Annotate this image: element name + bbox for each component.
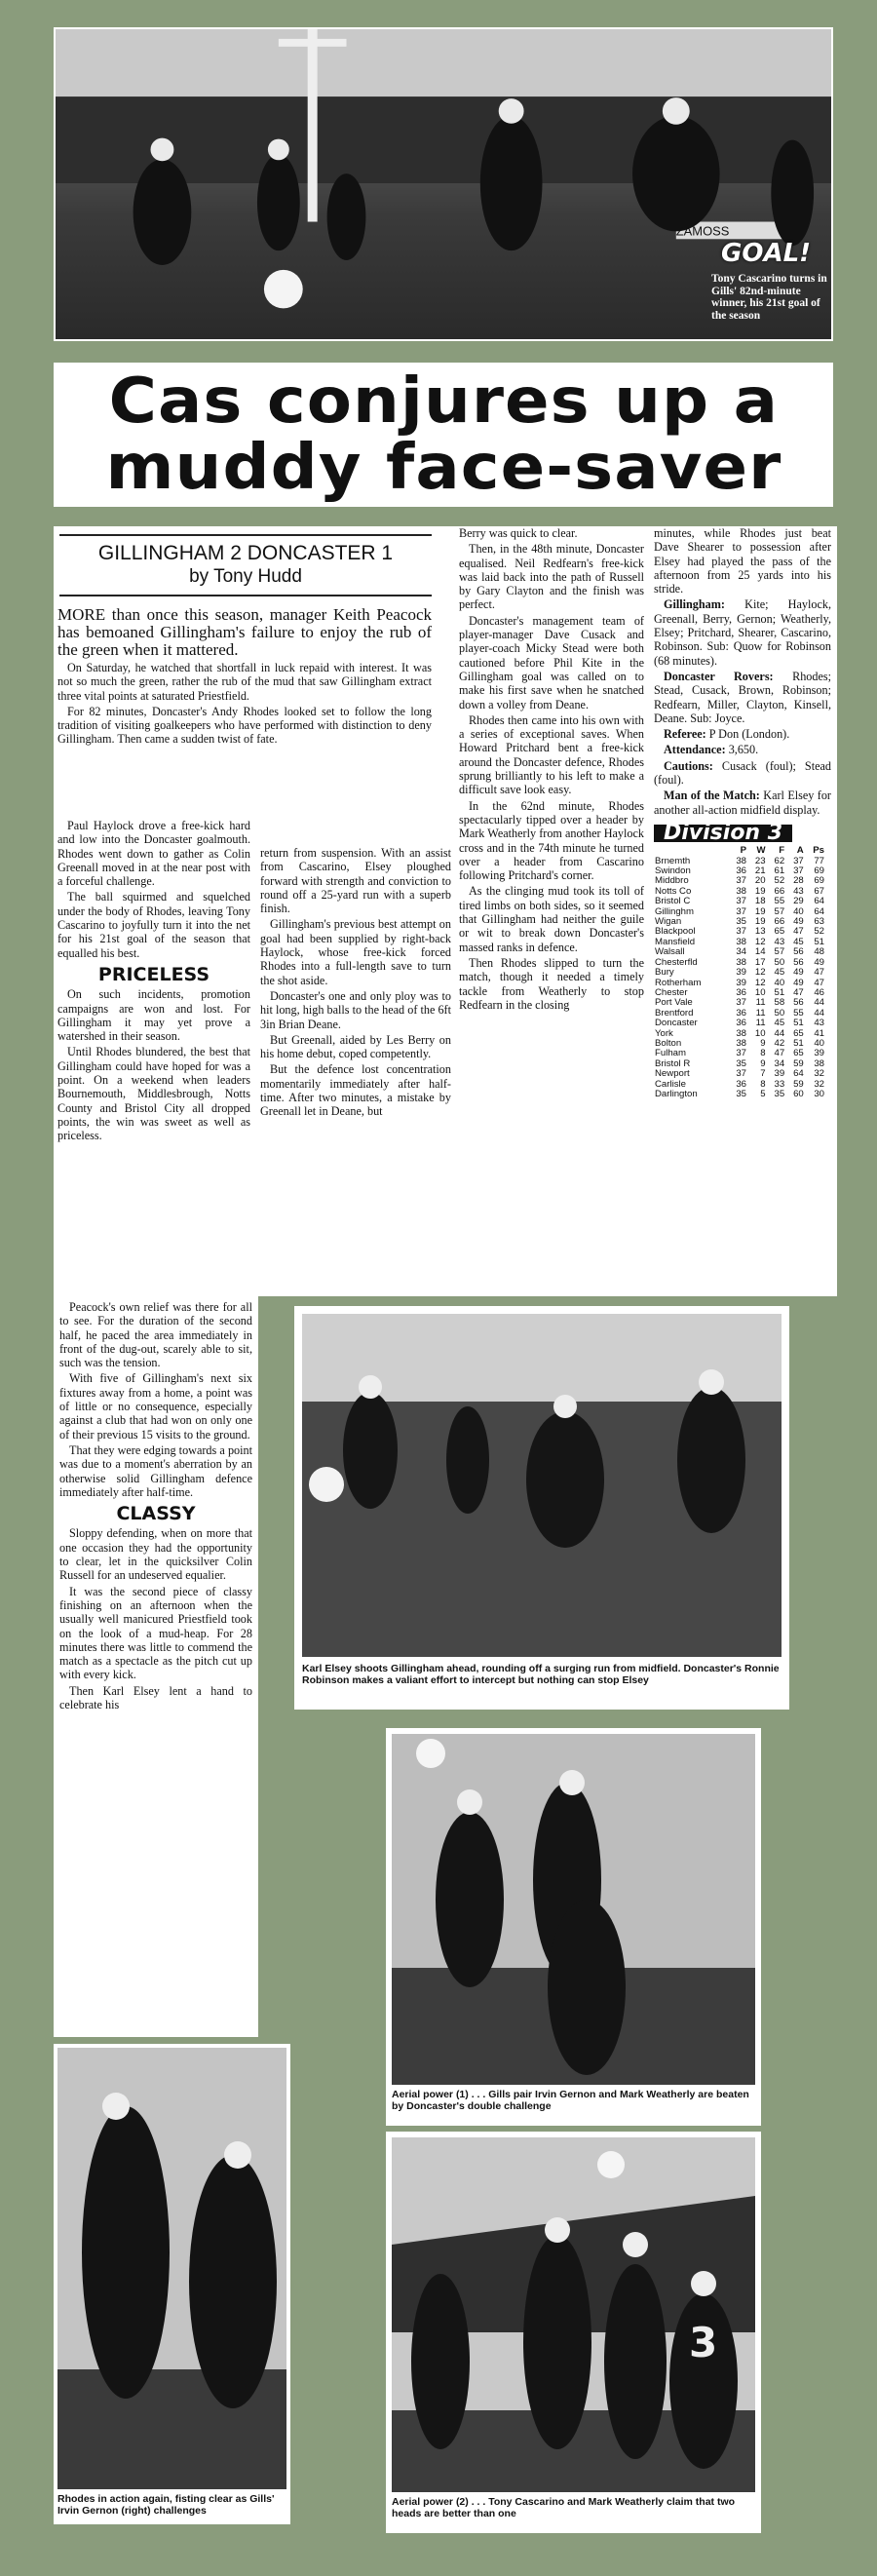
league-stat: 19: [754, 905, 766, 917]
league-stat: 13: [754, 926, 766, 938]
elsey-photo: [302, 1314, 782, 1657]
league-team-name: Port Vale: [655, 997, 693, 1009]
league-stat: 39: [774, 1068, 785, 1080]
league-stat: 12: [754, 936, 766, 947]
league-stat: 65: [793, 1048, 804, 1059]
league-stat: 23: [754, 855, 766, 866]
league-stat: 42: [774, 1037, 785, 1049]
league-stat: 43: [793, 885, 804, 897]
league-stat: 14: [754, 946, 766, 958]
league-stat: 20: [754, 875, 766, 887]
league-stat: 64: [793, 1068, 804, 1080]
league-stat: 9: [760, 1037, 766, 1049]
league-stat: 36: [736, 865, 746, 877]
league-stat: 36: [736, 986, 746, 998]
team-doncaster: [654, 670, 831, 725]
league-stat: 37: [736, 875, 746, 887]
league-team-name: Brentford: [655, 1007, 694, 1019]
league-stat: 45: [774, 967, 785, 979]
league-row: [654, 1019, 825, 1028]
motm-value: Karl Elsey for another all-action midfield display.: [654, 788, 831, 817]
league-stat: 11: [755, 1018, 766, 1029]
league-stat: 66: [774, 916, 785, 928]
league-stat: 38: [736, 956, 746, 968]
paragraph: But the defence lost concentration momentarily immediately after half-time. After two minutes, a mistake by Greenall let in Deane, but: [260, 1062, 451, 1119]
league-stat: 17: [754, 956, 766, 968]
paragraph: Paul Haylock drove a free-kick hard and low into the Doncaster goalmouth. Rhodes went down to gather as Colin Greenall moved in at the near post with a forceful challenge.: [57, 819, 250, 889]
league-stat: 44: [774, 1027, 785, 1039]
league-team-name: Darlington: [655, 1088, 698, 1099]
league-stat: 45: [774, 1018, 785, 1029]
aerial-2-photo-panel: [386, 2132, 761, 2533]
team-gillingham: [654, 597, 831, 667]
league-stat: 9: [760, 1057, 766, 1069]
league-stat: 19: [754, 916, 766, 928]
league-stat: 34: [736, 946, 746, 958]
paragraph: As the clinging mud took its toll of tired limbs on both sides, so it seemed that Gillingham had neither the guile or wit to break down Doncaster's massed ranks in defence.: [459, 884, 644, 954]
league-team-name: Newport: [655, 1068, 690, 1080]
league-stat: 47: [814, 977, 824, 988]
league-stat: 77: [814, 855, 824, 866]
league-stat: 10: [754, 986, 766, 998]
column-1-continuation: [54, 1296, 258, 2037]
league-table: [654, 846, 825, 1099]
league-stat: 32: [814, 1068, 824, 1080]
league-stat: 38: [736, 1027, 746, 1039]
author-byline: by Tony Hudd: [189, 566, 302, 587]
referee-label: Referee:: [664, 727, 706, 742]
league-stat: 52: [774, 875, 785, 887]
paragraph: On such incidents, promotion campaigns are won and lost. For Gillingham it may yet prove a watershed in their season.: [57, 987, 250, 1044]
paragraph: That they were edging towards a point was due to a moment's aberration by an otherwise solid Gillingham defence immediately after half-time.: [59, 1442, 252, 1499]
league-stat: 7: [760, 1068, 766, 1080]
aerial-1-caption: Aerial power (1) . . . Gills pair Irvin Gernon and Mark Weatherly are beaten by Doncaster's double challenge: [392, 2089, 749, 2112]
league-stat: 19: [754, 885, 766, 897]
league-stat: 51: [793, 1018, 804, 1029]
league-stat: 65: [793, 1027, 804, 1039]
league-stat: 37: [736, 1048, 746, 1059]
league-stat: 30: [814, 1088, 824, 1099]
league-stat: 41: [814, 1027, 824, 1039]
league-header-cell: F: [779, 845, 785, 857]
league-stat: 37: [736, 1068, 746, 1080]
rhodes-photo-panel: [54, 2044, 290, 2524]
league-stat: 48: [814, 946, 824, 958]
league-team-name: Wigan: [655, 916, 682, 928]
paragraph: But Greenall, aided by Les Berry on his home debut, coped competently.: [260, 1032, 451, 1061]
league-stat: 58: [774, 997, 785, 1009]
league-stat: 56: [793, 997, 804, 1009]
league-stat: 56: [793, 956, 804, 968]
league-team-name: Middbro: [655, 875, 689, 887]
league-stat: 64: [814, 905, 824, 917]
league-team-name: Bristol R: [655, 1057, 691, 1069]
league-stat: 18: [754, 896, 766, 907]
column-2: [256, 846, 455, 1121]
attendance-label: Attendance:: [664, 743, 726, 757]
paragraph: With five of Gillingham's next six fixtures away from a home, a point was of little or no consequence, especially against a club that had won on only one of their previous 15 visits to the ground.: [59, 1371, 252, 1442]
league-stat: 39: [736, 977, 746, 988]
league-stat: 40: [793, 905, 804, 917]
league-stat: 63: [814, 916, 824, 928]
paragraph: Then, in the 48th minute, Doncaster equalised. Neil Redfearn's free-kick was laid back into the path of Russell by Gary Clayton and the finish was perfect.: [459, 542, 644, 612]
subheading-classy: CLASSY: [116, 1503, 196, 1525]
league-team-name: Fulham: [655, 1048, 686, 1059]
rhodes-photo: [57, 2048, 286, 2489]
aerial-1-photo-panel: [386, 1728, 761, 2126]
league-stat: 47: [793, 986, 804, 998]
subheading-priceless: PRICELESS: [97, 963, 210, 985]
league-team-name: Mansfield: [655, 936, 696, 947]
league-stat: 10: [754, 1027, 766, 1039]
league-stat: 8: [760, 1048, 766, 1059]
league-stat: 32: [814, 1078, 824, 1090]
league-stat: 47: [814, 967, 824, 979]
league-stat: 35: [736, 916, 746, 928]
column-3: [455, 526, 648, 1014]
column-1: [54, 526, 445, 749]
league-stat: 45: [793, 936, 804, 947]
league-stat: 47: [774, 1048, 785, 1059]
column-4: [650, 526, 835, 1099]
paragraph: return from suspension. With an assist from Cascarino, Elsey ploughed forward with strength and conviction to round off a 25-yard run with a superb finish.: [260, 846, 451, 916]
league-stat: 65: [774, 926, 785, 938]
league-header-cell: P: [740, 845, 746, 857]
goal-badge: GOAL!: [721, 239, 811, 268]
league-stat: 62: [774, 855, 785, 866]
league-stat: 38: [736, 1037, 746, 1049]
league-stat: 38: [736, 885, 746, 897]
team-list: Rhodes; Stead, Cusack, Brown, Robinson; Redfearn, Miller, Clayton, Kinsell, Deane. Sub: Joyce.: [654, 669, 832, 725]
league-stat: 36: [736, 1018, 746, 1029]
aerial-1-photo: [392, 1734, 755, 2085]
league-stat: 43: [774, 936, 785, 947]
league-stat: 37: [793, 865, 804, 877]
paragraph: Doncaster's one and only ploy was to hit long, high balls to the head of the 6ft 3in Brian Deane.: [260, 988, 451, 1031]
league-stat: 43: [814, 1018, 824, 1029]
league-header-cell: W: [756, 845, 766, 857]
cautions-label: Cautions:: [664, 758, 713, 773]
league-stat: 51: [793, 1037, 804, 1049]
league-stat: 38: [814, 1057, 824, 1069]
referee: [654, 727, 831, 741]
league-stat: 34: [774, 1057, 785, 1069]
league-stat: 46: [814, 986, 824, 998]
league-stat: 66: [774, 885, 785, 897]
league-stat: 57: [774, 946, 785, 958]
league-stat: 44: [814, 1007, 824, 1019]
headline-line-1: Cas conjures up a: [108, 365, 779, 438]
league-stat: 40: [814, 1037, 824, 1049]
division-3-title: Division 3: [654, 825, 792, 842]
league-team-name: Notts Co: [655, 885, 692, 897]
league-stat: 39: [736, 967, 746, 979]
league-stat: 37: [793, 855, 804, 866]
team-list: Kite; Haylock, Greenall, Berry, Gernon; Weatherly, Elsey; Pritchard, Shearer, Cascarino, Robinson. Sub: Quow for Robinson (68 minutes).: [654, 597, 831, 668]
league-stat: 38: [736, 936, 746, 947]
league-stat: 40: [774, 977, 785, 988]
team-label: Doncaster Rovers:: [664, 669, 774, 683]
elsey-caption: Karl Elsey shoots Gillingham ahead, rounding off a surging run from midfield. Doncaster's Ronnie Robinson makes a valiant effort to intercept but nothing can stop Elsey: [302, 1663, 780, 1686]
league-header-cell: A: [796, 845, 804, 857]
ad-board-text: ZAMOSS: [675, 223, 730, 239]
league-stat: 11: [755, 1007, 766, 1019]
league-stat: 36: [736, 1078, 746, 1090]
league-stat: 51: [814, 936, 824, 947]
league-stat: 12: [754, 967, 766, 979]
league-team-name: Swindon: [655, 865, 691, 877]
league-team-name: Blackpool: [655, 926, 696, 938]
paragraph: Sloppy defending, when on more that one occasion they had the opportunity to clear, let in the quicksilver Colin Russell for an undeserved equalier.: [59, 1526, 252, 1583]
league-stat: 55: [793, 1007, 804, 1019]
league-team-name: Bolton: [655, 1037, 682, 1049]
paragraph: It was the second piece of classy finishing on an afternoon when the usually well manicured Priestfield took on the look of a mud-heap. For 28 minutes there was little to commend the match as a spectacle as the pitch cut up with every kick.: [59, 1584, 252, 1682]
paragraph: Peacock's own relief was there for all to see. For the duration of the second half, he paced the area immediately in front of the dug-out, scarely able to sit, such was the tension.: [59, 1300, 252, 1370]
league-stat: 56: [793, 946, 804, 958]
league-stat: 69: [814, 875, 824, 887]
lead-paragraph: MORE than once this season, manager Keith Peacock has bemoaned Gillingham's failure to enjoy the rub of the green when it mattered.: [57, 605, 432, 659]
league-stat: 64: [814, 896, 824, 907]
league-stat: 55: [774, 896, 785, 907]
league-stat: 50: [774, 1007, 785, 1019]
league-stat: 51: [774, 986, 785, 998]
league-stat: 61: [774, 865, 785, 877]
paragraph: Until Rhodes blundered, the best that Gillingham could have hoped for was a point. On a weekend when leaders Bournemouth, Middlesbrough, Notts County and Bristol City all dropped points, the win was sweet as well as priceless.: [57, 1045, 250, 1143]
league-team-name: Chester: [655, 986, 688, 998]
league-team-name: Gillinghm: [655, 905, 694, 917]
league-stat: 57: [774, 905, 785, 917]
league-stat: 35: [774, 1088, 785, 1099]
paragraph: Rhodes then came into his own with a series of exceptional saves. When Howard Pritchard bent a free-kick around the Doncaster defence, Rhodes sprung brilliantly to his left to make a difficult save look easy.: [459, 712, 644, 797]
jersey-number: 3: [689, 2319, 718, 2366]
match-score: GILLINGHAM 2 DONCASTER 1: [97, 542, 394, 564]
league-stat: 69: [814, 865, 824, 877]
paragraph: For 82 minutes, Doncaster's Andy Rhodes looked set to follow the long tradition of visiting goalkeepers who have performed with distinction to deny Gillingham. Then came a sudden twist of fate.: [57, 704, 432, 747]
paragraph: minutes, while Rhodes just beat Dave Shearer to possession after Elsey had played the pass of the afternoon from 25 yards into his stride.: [654, 526, 831, 596]
league-team-name: Bristol C: [655, 896, 691, 907]
motm-label: Man of the Match:: [664, 788, 760, 803]
league-team-name: Carlisle: [655, 1078, 686, 1090]
league-team-name: Chesterfld: [655, 956, 698, 968]
league-stat: 33: [774, 1078, 785, 1090]
headline-box: [54, 363, 833, 507]
league-stat: 35: [736, 1088, 746, 1099]
headline-line-2: muddy face-saver: [105, 432, 782, 504]
rhodes-caption: Rhodes in action again, fisting clear as Gills' Irvin Gernon (right) challenges: [57, 2493, 275, 2517]
league-stat: 49: [793, 916, 804, 928]
aerial-2-photo: [392, 2137, 755, 2492]
league-stat: 44: [814, 997, 824, 1009]
league-stat: 38: [736, 855, 746, 866]
league-stat: 28: [793, 875, 804, 887]
goal-caption: Tony Cascarino turns in Gills' 82nd-minute winner, his 21st goal of the season: [711, 273, 827, 322]
league-stat: 39: [814, 1048, 824, 1059]
league-stat: 67: [814, 885, 824, 897]
article-body: [54, 526, 837, 1296]
paragraph: In the 62nd minute, Rhodes spectacularly tipped over a header by Mark Weatherly from another Haylock cross and in the 74th minute he turned over a header from Cascarino following Pritchard's corner.: [459, 798, 644, 883]
league-team-name: Doncaster: [655, 1018, 698, 1029]
league-row: [654, 968, 825, 978]
column-1-lower: [54, 819, 254, 1145]
league-stat: 8: [760, 1078, 766, 1090]
league-stat: 59: [793, 1057, 804, 1069]
league-stat: 37: [736, 905, 746, 917]
man-of-match: [654, 788, 831, 817]
cautions: [654, 759, 831, 788]
aerial-2-caption: Aerial power (2) . . . Tony Cascarino and Mark Weatherly claim that two heads are better than one: [392, 2496, 736, 2519]
attendance: [654, 743, 831, 756]
league-stat: 49: [814, 956, 824, 968]
league-stat: 37: [736, 997, 746, 1009]
league-header-cell: Ps: [813, 845, 824, 857]
paragraph: Then Karl Elsey lent a hand to celebrate his: [59, 1683, 252, 1712]
league-stat: 12: [754, 977, 766, 988]
league-stat: 11: [755, 997, 766, 1009]
league-stat: 49: [793, 967, 804, 979]
league-team-name: Bury: [655, 967, 674, 979]
team-label: Gillingham:: [664, 597, 725, 612]
league-team-name: Rotherham: [655, 977, 702, 988]
league-stat: 37: [736, 926, 746, 938]
byline-box: [59, 534, 432, 596]
paragraph: Doncaster's management team of player-manager Dave Cusack and player-coach Micky Stead were both cautioned before Phil Kite in the Gillingham goal was called on to make his first save when he snatched down a volley from Deane.: [459, 613, 644, 711]
paragraph: Then Rhodes slipped to turn the match, though it needed a timely tackle from Weatherly to stop Redfearn in the closing: [459, 955, 644, 1012]
cautions-value: Cusack (foul); Stead (foul).: [654, 758, 832, 788]
league-team-name: Brnemth: [655, 855, 691, 866]
elsey-photo-panel: [294, 1306, 789, 1710]
league-stat: 5: [760, 1088, 766, 1099]
league-stat: 35: [736, 1057, 746, 1069]
attendance-value: 3,650.: [728, 743, 759, 757]
paragraph: The ball squirmed and squelched under the body of Rhodes, leaving Tony Cascarino to joyfully turn it into the net for his 21st goal of the season that equalled his best.: [57, 890, 250, 960]
league-team-name: York: [655, 1027, 673, 1039]
paragraph: On Saturday, he watched that shortfall in luck repaid with interest. It was not so much the green, rather the rub of the mud that saw Gillingham extract three vital points at saturated Priestfield.: [57, 661, 432, 703]
league-stat: 49: [793, 977, 804, 988]
league-row: [654, 1090, 825, 1099]
league-stat: 29: [793, 896, 804, 907]
paragraph: Gillingham's previous best attempt on goal had been supplied by right-back Haylock, whose free-kick forced Rhodes into a full-length save to turn the shot aside.: [260, 917, 451, 987]
referee-name: P Don (London).: [708, 727, 790, 742]
league-team-name: Walsall: [655, 946, 685, 958]
league-stat: 47: [793, 926, 804, 938]
paragraph: Berry was quick to clear.: [459, 526, 578, 540]
league-stat: 36: [736, 1007, 746, 1019]
league-stat: 60: [793, 1088, 804, 1099]
league-stat: 37: [736, 896, 746, 907]
league-stat: 50: [774, 956, 785, 968]
league-stat: 52: [814, 926, 824, 938]
league-stat: 59: [793, 1078, 804, 1090]
league-stat: 21: [754, 865, 766, 877]
